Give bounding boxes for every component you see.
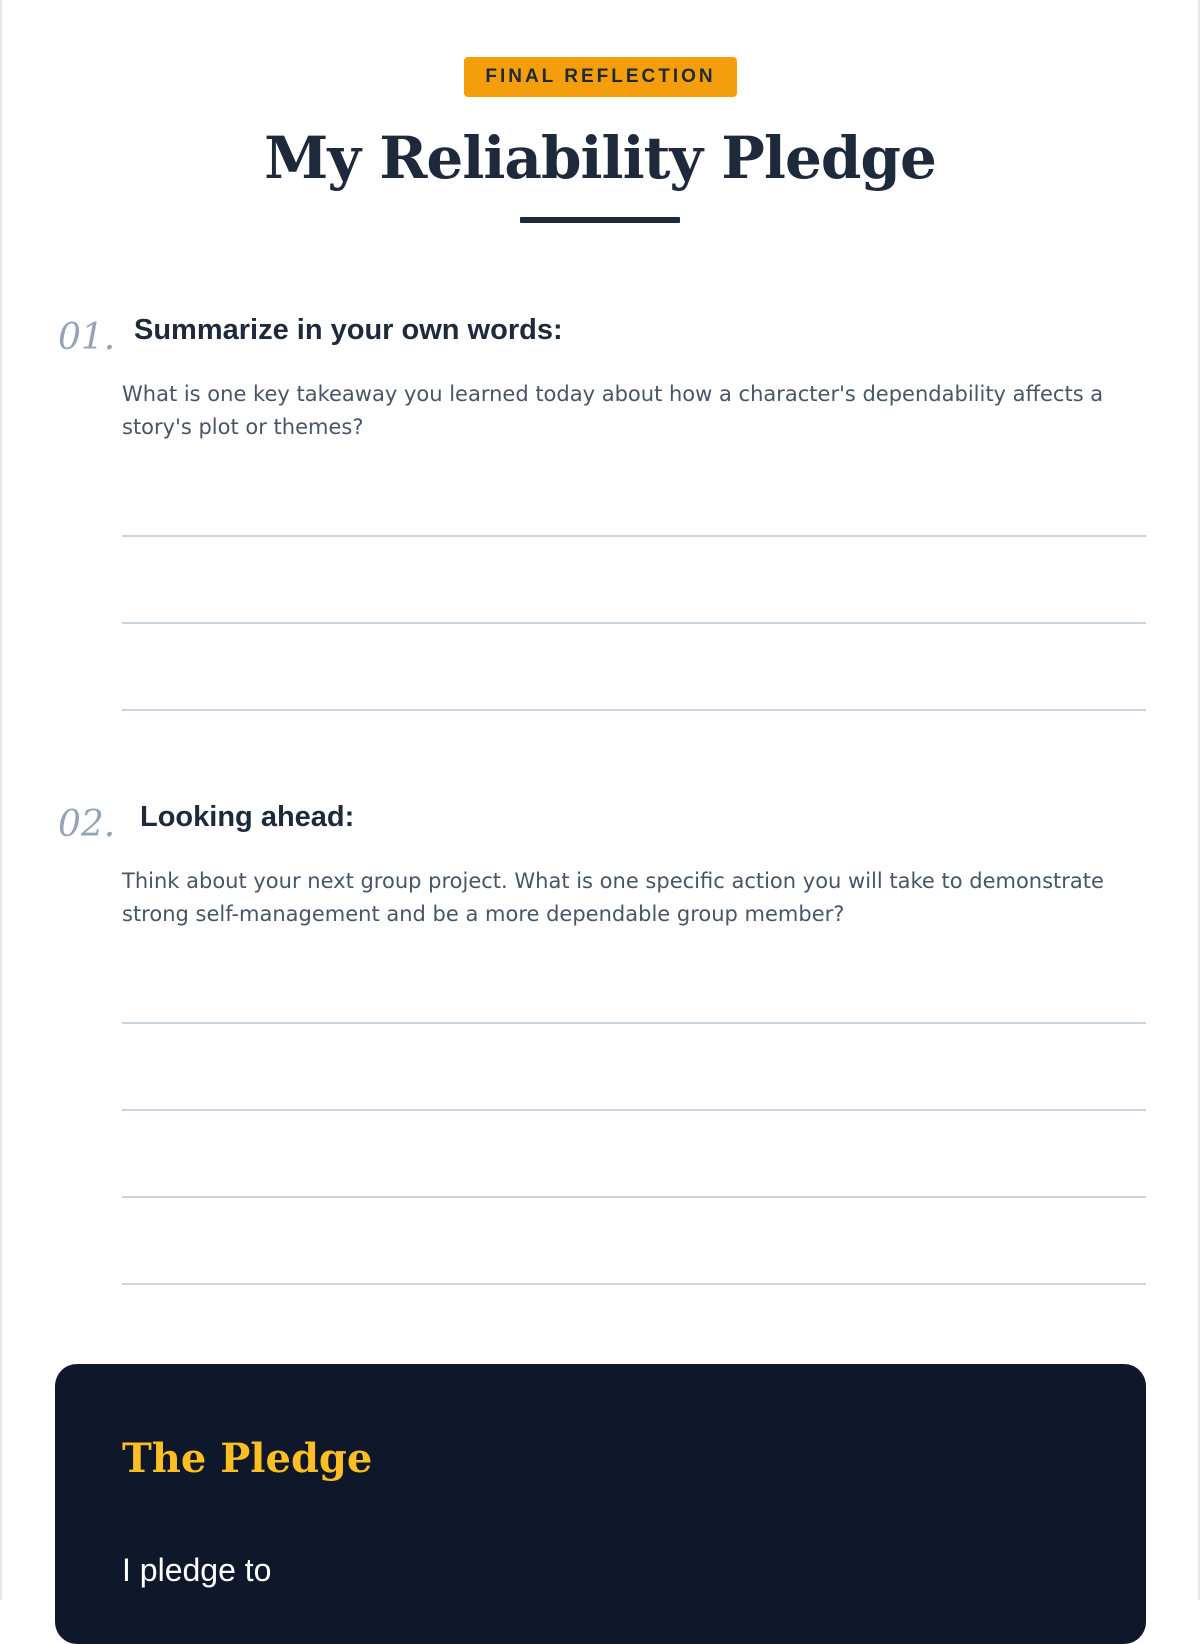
question-number-1: 01. [58,317,116,358]
question-heading-2: Looking ahead: [140,801,355,833]
answer-line[interactable] [122,1196,1146,1198]
question-prompt-2: Think about your next group project. What is one specific action you will take to demonstrate strong self-management and be a more dependable group member? [122,869,1104,926]
title-underline [520,217,680,223]
pledge-title: The Pledge [122,1435,373,1482]
answer-line[interactable] [122,1022,1146,1024]
section-badge: FINAL REFLECTION [464,57,737,97]
pledge-card [55,1364,1146,1644]
answer-line[interactable] [122,1283,1146,1285]
page-border-left [0,0,2,1600]
answer-line[interactable] [122,622,1146,624]
answer-line[interactable] [122,1109,1146,1111]
question-prompt-1: What is one key takeaway you learned today about how a character's dependability affects a story's plot or themes? [122,382,1104,439]
question-heading-1: Summarize in your own words: [134,314,563,346]
pledge-text: I pledge to [122,1552,272,1588]
page-title: My Reliability Pledge [264,124,936,192]
question-number-2: 02. [58,804,116,845]
answer-line[interactable] [122,709,1146,711]
answer-line[interactable] [122,535,1146,537]
